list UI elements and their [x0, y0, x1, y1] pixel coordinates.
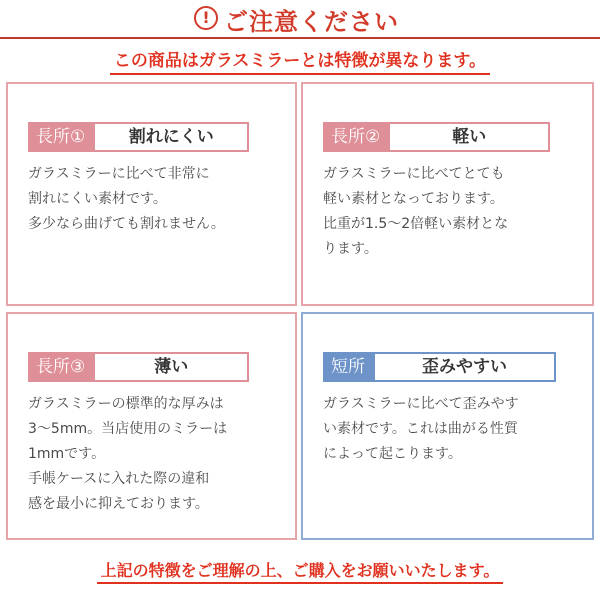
card-body: ガラスミラーに比べて非常に 割れにくい素材です。 多少なら曲げても割れません。 [28, 166, 225, 232]
header-divider [0, 37, 600, 39]
card-title: 割れにくい [93, 122, 249, 152]
footer-note [0, 558, 600, 581]
card-body: ガラスミラーに比べて歪みやす い素材です。これは曲がる性質 によって起こります。 [323, 396, 519, 462]
card-title: 軽い [388, 122, 550, 152]
merit-card-3 [6, 312, 297, 540]
card-header [28, 352, 249, 382]
card-body: ガラスミラーに比べてとても 軽い素材となっております。 比重が1.5〜2倍軽い素材とな ります。 [323, 166, 509, 257]
demerit-card [301, 312, 594, 540]
exclamation-circle-icon: ! [194, 6, 218, 30]
merit-card-1 [6, 82, 297, 306]
card-tag: 長所② [323, 122, 388, 152]
card-tag: 長所③ [28, 352, 93, 382]
card-tag: 長所① [28, 122, 93, 152]
footer-text: 上記の特徴をご理解の上、ご購入をお願いいたします。 [97, 561, 504, 584]
subtitle-text: この商品はガラスミラーとは特徴が異なります。 [110, 51, 490, 75]
card-tag: 短所 [323, 352, 373, 382]
card-header [323, 122, 550, 152]
card-body: ガラスミラーの標準的な厚みは 3〜5mm。当店使用のミラーは 1mmです。 手帳ケースに入れた際の違和 感を最小に抑えております。 [28, 396, 228, 512]
header [0, 0, 600, 40]
merit-card-2 [301, 82, 594, 306]
subtitle [0, 46, 600, 71]
card-title: 歪みやすい [373, 352, 556, 382]
card-header [323, 352, 556, 382]
card-title: 薄い [93, 352, 249, 382]
page-title: ご注意ください [224, 8, 399, 36]
card-header [28, 122, 249, 152]
